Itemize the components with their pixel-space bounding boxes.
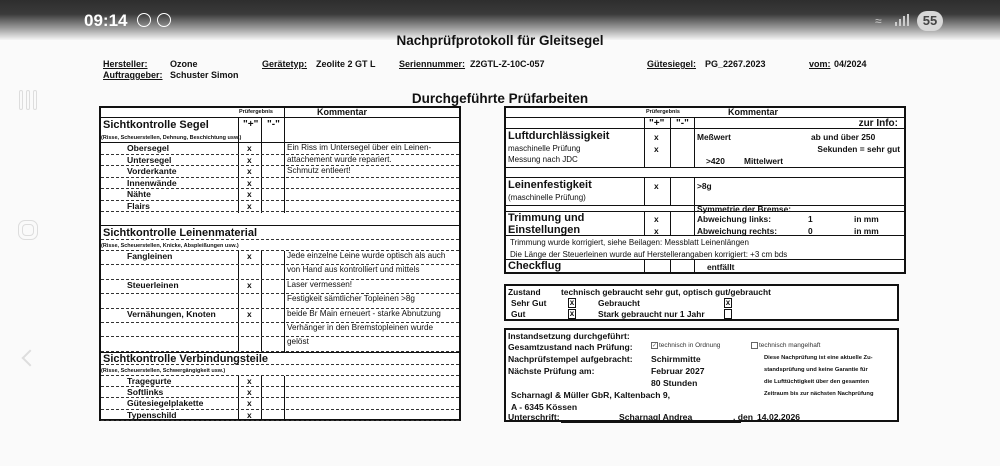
table-row xyxy=(101,309,459,323)
minus-header: "-" xyxy=(676,118,689,129)
instandsetzung-title: Instandsetzung durchgeführt: xyxy=(508,331,630,341)
row-comment: attachement wurde repariert. xyxy=(287,154,392,164)
status-time: 09:14 xyxy=(84,11,128,30)
vom-label: vom: xyxy=(809,59,831,69)
table-row xyxy=(101,410,459,421)
row-plus-mark: x xyxy=(247,409,252,420)
luft-title: Luftdurchlässigkeit xyxy=(508,130,610,142)
leinenfestigkeit-title: Leinenfestigkeit xyxy=(508,179,592,191)
seriennummer-label: Seriennummer: xyxy=(399,59,466,69)
row-plus-mark: x xyxy=(247,200,252,211)
row-label: Tragegurte xyxy=(127,376,172,386)
minus-header: "-" xyxy=(267,119,280,130)
gebraucht-checkbox[interactable]: x xyxy=(725,298,731,307)
ok-checkbox[interactable]: ✓ xyxy=(652,343,658,349)
whatsapp-icon xyxy=(137,13,151,27)
table-row xyxy=(101,294,459,308)
abweichung-links-value: 1 xyxy=(808,214,813,224)
section-title: Durchgeführte Prüfarbeiten xyxy=(411,91,589,106)
geraetetyp-field xyxy=(262,59,307,69)
document-title: Nachprüfprotokoll für Gleitsegel xyxy=(396,33,604,48)
leinen-section-title: Sichtkontrolle Leinenmaterial xyxy=(103,227,258,239)
table-row xyxy=(101,251,459,265)
zur-info-label: zur Info: xyxy=(858,118,898,129)
abweichung-rechts-label: Abweichung rechts: xyxy=(697,226,778,236)
unterschrift-name: Scharnagl Andrea xyxy=(619,412,693,422)
firma-address: Scharnagl & Müller GbR, Kaltenbach 9, xyxy=(511,390,671,400)
guetesiegel-field xyxy=(647,59,696,69)
row-comment: beide Br Main erneuert - starke Abnutzung xyxy=(287,308,441,318)
checkflug-comment: entfällt xyxy=(707,262,735,272)
row-plus-mark: x xyxy=(247,279,252,290)
row-label: Gütesiegelplakette xyxy=(127,398,204,409)
row-label: Steuerleinen xyxy=(127,279,179,290)
naechste-pruefung-label: Nächste Prüfung am: xyxy=(508,366,595,376)
row-comment: Ein Riss im Untersegel über ein Leinen- xyxy=(287,143,432,152)
row-plus-mark: x xyxy=(247,177,252,188)
gut-checkbox[interactable]: x xyxy=(569,309,575,318)
row-plus-mark: x xyxy=(247,154,252,165)
disclaimer-line-2: standsprüfung und keine Garantie für xyxy=(764,367,868,373)
abweichung-rechts-unit: in mm xyxy=(854,226,879,236)
luft-plus-1: x xyxy=(654,132,659,142)
leinenfestigkeit-sub: (maschinelle Prüfung) xyxy=(508,193,586,202)
leinen-section-subtitle: (Risse, Scheuerstellen, Knicke, Abspleißungen usw.) xyxy=(101,243,239,249)
table-row xyxy=(101,178,459,190)
instandsetzung-box xyxy=(504,328,899,422)
hersteller-label: Hersteller: xyxy=(103,59,148,69)
right-inspection-table xyxy=(504,106,906,274)
table-row xyxy=(101,323,459,337)
segel-section-title: Sichtkontrolle Segel xyxy=(103,119,209,131)
table-row xyxy=(101,337,459,351)
auftraggeber-value: Schuster Simon xyxy=(170,70,239,80)
row-label: Nähte xyxy=(127,189,151,199)
zustand-text: technisch gebraucht sehr gut, optisch gut/gebraucht xyxy=(561,287,771,297)
segel-section-subtitle: (Risse, Scheuerstellen, Dehnung, Beschichtung usw.) xyxy=(101,135,242,141)
table-row xyxy=(101,376,459,387)
table-row xyxy=(101,189,459,201)
trimmung-note-2: Die Länge der Steuerleinen wurde auf Herstellerangaben korrigiert: +3 cm bds xyxy=(510,250,788,259)
abweichung-links-label: Abweichung links: xyxy=(697,214,771,224)
ok-option[interactable] xyxy=(651,342,720,349)
row-comment: Laser vermessen! xyxy=(287,279,353,289)
sehr-gut-label: Sehr Gut xyxy=(511,298,547,308)
vom-value: 04/2024 xyxy=(834,59,867,69)
row-label: Untersegel xyxy=(127,154,172,165)
trimmung-plus-1: x xyxy=(654,214,659,224)
firma-ort: A - 6345 Kössen xyxy=(511,402,578,412)
datum-value: 14.02.2026 xyxy=(757,412,801,422)
naechste-pruefung-value: Februar 2027 xyxy=(651,366,705,376)
gut-label: Gut xyxy=(511,309,526,319)
disclaimer-line-3: die Lufttüchtigkeit über den gesamten xyxy=(764,379,869,385)
gebraucht-label: Gebraucht xyxy=(598,298,640,308)
row-plus-mark: x xyxy=(247,376,252,386)
luft-sub1: maschinelle Prüfung xyxy=(508,144,581,153)
wifi-icon: ≈ xyxy=(875,14,882,28)
stempel-value: Schirmmitte xyxy=(651,354,701,364)
luft-plus-2: x xyxy=(654,144,659,154)
hersteller-value: Ozone xyxy=(170,59,198,69)
table-row xyxy=(101,155,459,167)
geraetetyp-value: Zeolite 2 GT L xyxy=(316,59,376,69)
row-label: Innenwände xyxy=(127,177,177,188)
back-icon[interactable] xyxy=(22,350,39,367)
geraetetyp-label: Gerätetyp: xyxy=(262,59,308,69)
zustand-box xyxy=(504,284,899,321)
stempel-label: Nachprüfstempel aufgebracht: xyxy=(508,354,633,364)
battery-indicator: 55 xyxy=(917,11,943,31)
row-comment: Verhänger in den Bremstopleinen wurde xyxy=(287,323,434,332)
row-label: Vorderkante xyxy=(127,166,177,176)
row-plus-mark: x xyxy=(247,308,252,319)
row-label: Obersegel xyxy=(127,143,170,153)
left-inspection-table xyxy=(99,106,461,421)
row-plus-mark: x xyxy=(247,251,252,261)
table-row xyxy=(101,201,459,213)
row-comment: Schmutz entleert! xyxy=(287,166,351,175)
row-plus-mark: x xyxy=(247,143,252,153)
table-row xyxy=(101,398,459,409)
row-label: Typenschild xyxy=(127,409,177,420)
signature-line xyxy=(561,422,741,423)
symmetrie-label: Symmetrie der Bremse: xyxy=(697,204,792,214)
plus-header: "+" xyxy=(243,119,259,130)
whatsapp-icon xyxy=(157,13,171,27)
pruefergebnis-header: Prüfergebnis xyxy=(646,109,680,115)
row-label: Softlinks xyxy=(127,387,164,398)
auftraggeber-label: Auftraggeber: xyxy=(103,70,163,80)
ok-label: technisch in Ordnung xyxy=(659,342,721,350)
guetesiegel-label: Gütesiegel: xyxy=(647,59,697,69)
row-comment: gelöst xyxy=(287,337,309,347)
disclaimer-line-1: Diese Nachprüfung ist eine aktuelle Zu- xyxy=(764,355,873,361)
mangel-checkbox[interactable] xyxy=(751,342,758,349)
luft-wert: >420 xyxy=(706,156,725,166)
abweichung-links-unit: in mm xyxy=(854,214,879,224)
vom-field xyxy=(809,59,831,69)
row-plus-mark: x xyxy=(247,398,252,409)
hersteller-field xyxy=(103,59,148,69)
kommentar-header: Kommentar xyxy=(728,107,779,117)
trimmung-note-1: Trimmung wurde korrigiert, siehe Beilagen: Messblatt Leinenlängen xyxy=(510,238,749,247)
row-comment: Jede einzelne Leine wurde optisch als auch xyxy=(287,251,446,260)
verbindung-section-subtitle: (Risse, Scheuerstellen, Schwergängigkeit usw.) xyxy=(101,368,226,374)
den-label: , den xyxy=(733,412,754,422)
table-row xyxy=(101,387,459,398)
row-comment: von Hand aus kontrolliert und mittels xyxy=(287,265,420,275)
seriennummer-value: Z2GTL-Z-10C-057 xyxy=(470,59,545,69)
abweichung-rechts-value: 0 xyxy=(808,226,813,236)
signal-icon xyxy=(893,14,911,26)
row-label: Flairs xyxy=(127,200,150,211)
pruefergebnis-header: Prüfergebnis xyxy=(239,109,273,115)
checkflug-title: Checkflug xyxy=(508,260,562,272)
mangel-option[interactable] xyxy=(751,342,820,349)
trimmung-plus-2: x xyxy=(654,226,659,236)
leinenfestigkeit-plus: x xyxy=(654,181,659,191)
luft-sub2: Messung nach JDC xyxy=(508,155,578,164)
luft-info-2: Sekunden = sehr gut xyxy=(817,144,900,154)
row-plus-mark: x xyxy=(247,189,252,199)
seriennummer-field xyxy=(399,59,465,69)
mangel-label: technisch mangelhaft xyxy=(759,342,821,350)
trimmung-title-1: Trimmung und xyxy=(508,212,585,224)
gesamtzustand-label: Gesamtzustand nach Prüfung: xyxy=(508,342,633,352)
stunden-value: 80 Stunden xyxy=(651,378,698,388)
luft-messwert-label: Meßwert xyxy=(697,132,731,142)
row-plus-mark: x xyxy=(247,166,252,176)
stark-gebraucht-label: Stark gebraucht nur 1 Jahr xyxy=(598,309,705,319)
guetesiegel-value: PG_2267.2023 xyxy=(705,59,766,69)
auftraggeber-field xyxy=(103,70,163,80)
zustand-label: Zustand xyxy=(508,287,541,297)
disclaimer-line-4: Zeitraum bis zur nächsten Nachprüfung xyxy=(764,391,874,397)
row-label: Fangleinen xyxy=(127,251,173,261)
unterschrift-label: Unterschrift: xyxy=(508,412,560,422)
table-row xyxy=(101,143,459,155)
luft-mittelwert-label: Mittelwert xyxy=(744,156,784,166)
row-comment: Festigkeit sämtlicher Topleinen >8g xyxy=(287,294,415,304)
leinenfestigkeit-comment: >8g xyxy=(697,181,712,191)
table-row xyxy=(101,265,459,279)
luft-info-1: ab und über 250 xyxy=(811,132,876,142)
row-label: Vernähungen, Knoten xyxy=(127,308,216,319)
kommentar-header: Kommentar xyxy=(317,107,368,117)
table-row xyxy=(101,166,459,178)
plus-header: "+" xyxy=(649,118,665,129)
table-row xyxy=(101,280,459,294)
home-icon[interactable] xyxy=(18,220,38,240)
row-plus-mark: x xyxy=(247,387,252,398)
verbindung-section-title: Sichtkontrolle Verbindungsteile xyxy=(103,353,269,365)
trimmung-title-2: Einstellungen xyxy=(508,224,581,236)
sehr-gut-checkbox[interactable]: x xyxy=(569,298,575,307)
stark-gebraucht-checkbox[interactable] xyxy=(724,309,732,319)
